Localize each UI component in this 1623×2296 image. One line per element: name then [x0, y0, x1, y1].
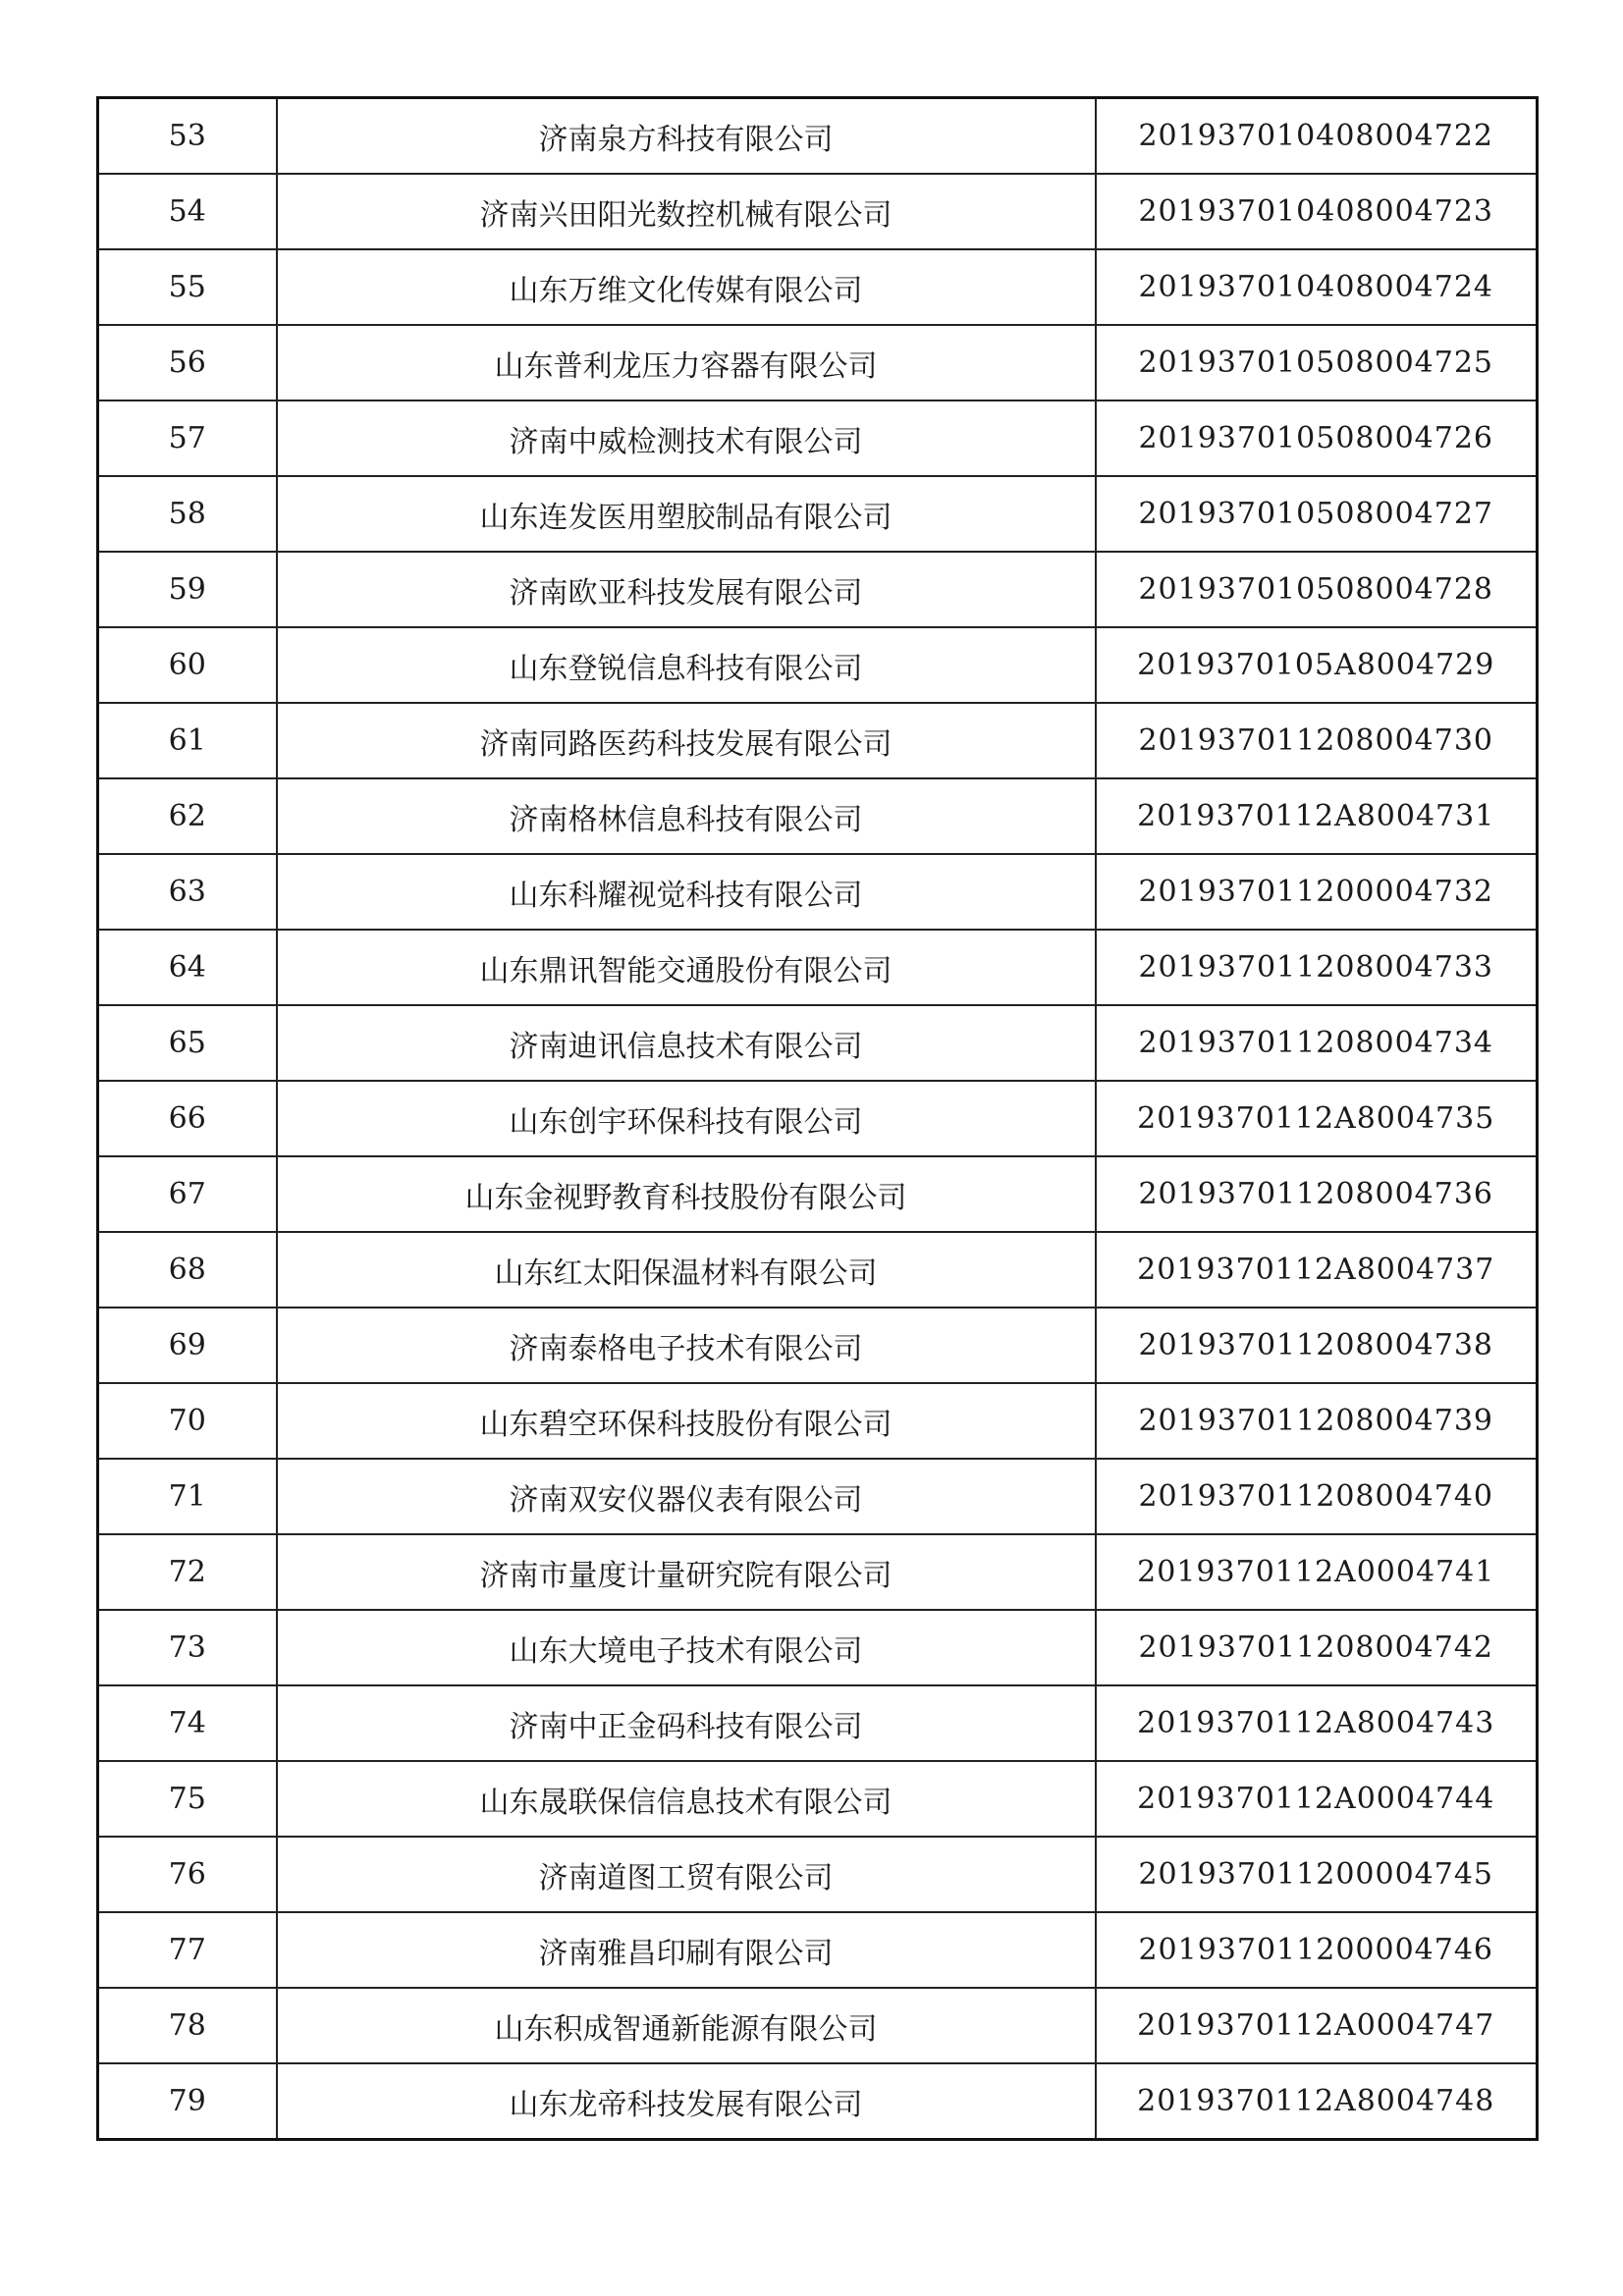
- company-name-cell: 山东连发医用塑胶制品有限公司: [277, 476, 1096, 552]
- registration-code-cell: 201937011200004732: [1096, 854, 1538, 930]
- row-number-cell: 60: [98, 627, 277, 703]
- registration-code-cell: 201937010408004724: [1096, 249, 1538, 325]
- row-number-cell: 63: [98, 854, 277, 930]
- company-name-cell: 山东大境电子技术有限公司: [277, 1610, 1096, 1685]
- table-row: [98, 627, 1538, 703]
- table-row: [98, 1534, 1538, 1610]
- table-row: [98, 1988, 1538, 2063]
- table-row: [98, 778, 1538, 854]
- row-number-cell: 54: [98, 174, 277, 249]
- company-registry-table: [96, 96, 1539, 2141]
- table-row: [98, 98, 1538, 175]
- row-number-cell: 71: [98, 1459, 277, 1534]
- company-name-cell: 山东万维文化传媒有限公司: [277, 249, 1096, 325]
- registration-code-cell: 201937011208004734: [1096, 1005, 1538, 1081]
- table-row: [98, 1459, 1538, 1534]
- registration-code-cell: 2019370112A0004741: [1096, 1534, 1538, 1610]
- company-name-cell: 济南雅昌印刷有限公司: [277, 1912, 1096, 1988]
- registration-code-cell: 201937010408004723: [1096, 174, 1538, 249]
- registration-code-cell: 2019370112A8004731: [1096, 778, 1538, 854]
- row-number-cell: 67: [98, 1156, 277, 1232]
- company-name-cell: 山东晟联保信信息技术有限公司: [277, 1761, 1096, 1837]
- table-row: [98, 552, 1538, 627]
- table-row: [98, 1308, 1538, 1383]
- registration-code-cell: 201937010508004726: [1096, 400, 1538, 476]
- row-number-cell: 57: [98, 400, 277, 476]
- row-number-cell: 55: [98, 249, 277, 325]
- row-number-cell: 64: [98, 930, 277, 1005]
- registration-code-cell: 2019370112A8004735: [1096, 1081, 1538, 1156]
- table-row: [98, 1610, 1538, 1685]
- company-name-cell: 济南迪讯信息技术有限公司: [277, 1005, 1096, 1081]
- table-row: [98, 1005, 1538, 1081]
- table-row: [98, 249, 1538, 325]
- company-name-cell: 济南格林信息科技有限公司: [277, 778, 1096, 854]
- registration-code-cell: 201937011208004742: [1096, 1610, 1538, 1685]
- company-name-cell: 山东红太阳保温材料有限公司: [277, 1232, 1096, 1308]
- registration-code-cell: 201937011208004739: [1096, 1383, 1538, 1459]
- company-name-cell: 济南兴田阳光数控机械有限公司: [277, 174, 1096, 249]
- registration-code-cell: 201937010408004722: [1096, 98, 1538, 175]
- registration-code-cell: 201937011208004736: [1096, 1156, 1538, 1232]
- company-name-cell: 济南中威检测技术有限公司: [277, 400, 1096, 476]
- registration-code-cell: 2019370112A8004743: [1096, 1685, 1538, 1761]
- table-row: [98, 174, 1538, 249]
- row-number-cell: 65: [98, 1005, 277, 1081]
- registration-code-cell: 201937011208004733: [1096, 930, 1538, 1005]
- table-row: [98, 1081, 1538, 1156]
- registration-code-cell: 201937011200004745: [1096, 1837, 1538, 1912]
- row-number-cell: 72: [98, 1534, 277, 1610]
- company-name-cell: 山东金视野教育科技股份有限公司: [277, 1156, 1096, 1232]
- registration-code-cell: 2019370112A8004748: [1096, 2063, 1538, 2140]
- row-number-cell: 56: [98, 325, 277, 400]
- table-row: [98, 930, 1538, 1005]
- table-body: [98, 98, 1538, 2140]
- registration-code-cell: 201937010508004728: [1096, 552, 1538, 627]
- company-name-cell: 山东创宇环保科技有限公司: [277, 1081, 1096, 1156]
- table-row: [98, 1232, 1538, 1308]
- row-number-cell: 73: [98, 1610, 277, 1685]
- table-row: [98, 2063, 1538, 2140]
- table-row: [98, 476, 1538, 552]
- registration-code-cell: 201937010508004725: [1096, 325, 1538, 400]
- row-number-cell: 68: [98, 1232, 277, 1308]
- registration-code-cell: 201937010508004727: [1096, 476, 1538, 552]
- registration-code-cell: 201937011208004730: [1096, 703, 1538, 778]
- table-row: [98, 325, 1538, 400]
- registration-code-cell: 201937011200004746: [1096, 1912, 1538, 1988]
- table-row: [98, 854, 1538, 930]
- company-name-cell: 济南道图工贸有限公司: [277, 1837, 1096, 1912]
- row-number-cell: 62: [98, 778, 277, 854]
- row-number-cell: 79: [98, 2063, 277, 2140]
- table-row: [98, 703, 1538, 778]
- registration-code-cell: 201937011208004740: [1096, 1459, 1538, 1534]
- row-number-cell: 75: [98, 1761, 277, 1837]
- row-number-cell: 66: [98, 1081, 277, 1156]
- row-number-cell: 58: [98, 476, 277, 552]
- row-number-cell: 77: [98, 1912, 277, 1988]
- company-name-cell: 山东龙帝科技发展有限公司: [277, 2063, 1096, 2140]
- table-row: [98, 1837, 1538, 1912]
- row-number-cell: 78: [98, 1988, 277, 2063]
- registration-code-cell: 2019370112A0004744: [1096, 1761, 1538, 1837]
- company-name-cell: 济南泉方科技有限公司: [277, 98, 1096, 175]
- table-row: [98, 1685, 1538, 1761]
- row-number-cell: 59: [98, 552, 277, 627]
- company-name-cell: 山东鼎讯智能交通股份有限公司: [277, 930, 1096, 1005]
- row-number-cell: 76: [98, 1837, 277, 1912]
- company-name-cell: 山东普利龙压力容器有限公司: [277, 325, 1096, 400]
- company-name-cell: 济南市量度计量研究院有限公司: [277, 1534, 1096, 1610]
- row-number-cell: 61: [98, 703, 277, 778]
- registration-code-cell: 201937011208004738: [1096, 1308, 1538, 1383]
- registration-code-cell: 2019370112A8004737: [1096, 1232, 1538, 1308]
- company-name-cell: 济南中正金码科技有限公司: [277, 1685, 1096, 1761]
- table-row: [98, 1912, 1538, 1988]
- company-name-cell: 山东登锐信息科技有限公司: [277, 627, 1096, 703]
- table-row: [98, 1156, 1538, 1232]
- company-name-cell: 济南欧亚科技发展有限公司: [277, 552, 1096, 627]
- table-row: [98, 400, 1538, 476]
- row-number-cell: 70: [98, 1383, 277, 1459]
- company-name-cell: 济南泰格电子技术有限公司: [277, 1308, 1096, 1383]
- row-number-cell: 69: [98, 1308, 277, 1383]
- table-row: [98, 1761, 1538, 1837]
- company-name-cell: 山东科耀视觉科技有限公司: [277, 854, 1096, 930]
- table-row: [98, 1383, 1538, 1459]
- company-name-cell: 山东积成智通新能源有限公司: [277, 1988, 1096, 2063]
- row-number-cell: 74: [98, 1685, 277, 1761]
- row-number-cell: 53: [98, 98, 277, 175]
- registration-code-cell: 2019370105A8004729: [1096, 627, 1538, 703]
- company-name-cell: 山东碧空环保科技股份有限公司: [277, 1383, 1096, 1459]
- registration-code-cell: 2019370112A0004747: [1096, 1988, 1538, 2063]
- company-name-cell: 济南双安仪器仪表有限公司: [277, 1459, 1096, 1534]
- company-name-cell: 济南同路医药科技发展有限公司: [277, 703, 1096, 778]
